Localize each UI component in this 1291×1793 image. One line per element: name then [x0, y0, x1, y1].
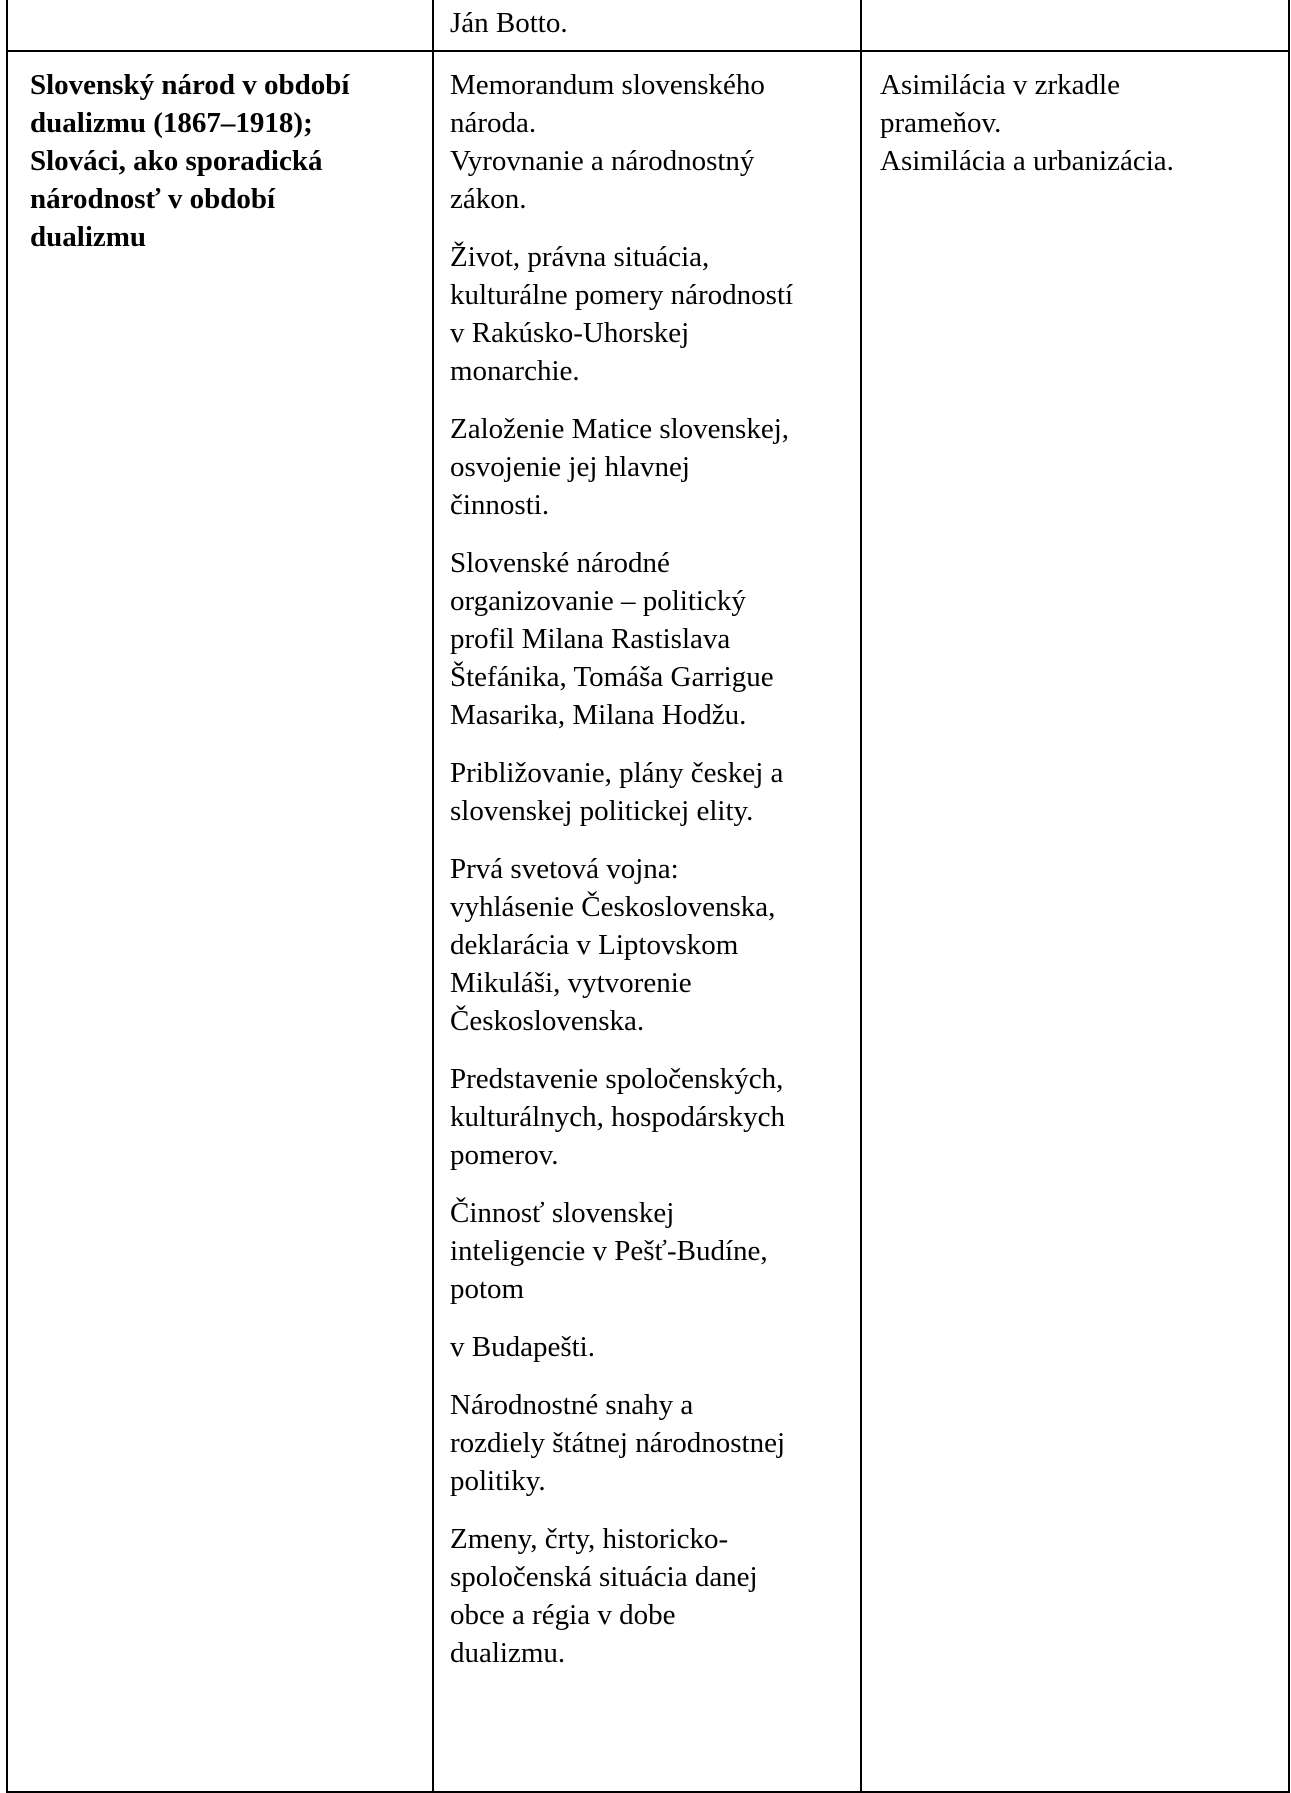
activity-line: Asimilácia a urbanizácia. — [880, 145, 1174, 177]
table-cell-activity — [861, 51, 1289, 1792]
content-line: Činnosť slovenskej — [450, 1197, 675, 1229]
content-line: Prvá svetová vojna: — [450, 853, 679, 885]
table-row — [7, 51, 1289, 1792]
table-cell-topic — [7, 0, 433, 51]
content-line: kulturálnych, hospodárskych — [450, 1101, 786, 1133]
content-paragraph — [450, 1060, 844, 1174]
content-line: politiky. — [450, 1465, 546, 1497]
content-line: potom — [450, 1273, 525, 1305]
content-line: kulturálne pomery národností — [450, 279, 794, 311]
content-line: Zmeny, črty, historicko- — [450, 1523, 729, 1555]
content-line: dualizmu. — [450, 1637, 566, 1669]
content-line: Mikuláši, vytvorenie — [450, 967, 692, 999]
content-line: spoločenská situácia danej — [450, 1561, 758, 1593]
topic-line: národnosť v období — [30, 183, 276, 215]
content-line: pomerov. — [450, 1139, 559, 1171]
cell-text: Ján Botto. — [450, 7, 568, 39]
content-line: v Budapešti. — [450, 1331, 595, 1363]
cell-text — [8, 0, 432, 4]
content-line: Národnostné snahy a — [450, 1389, 694, 1421]
content-text — [434, 52, 860, 1672]
content-paragraph — [450, 1194, 844, 1308]
content-line: Približovanie, plány českej a — [450, 757, 784, 789]
table-cell-activity — [861, 0, 1289, 51]
table-cell-content — [433, 0, 861, 51]
content-paragraph — [450, 410, 844, 524]
content-line: inteligencie v Pešť-Budíne, — [450, 1235, 768, 1267]
content-paragraph — [450, 1520, 844, 1672]
content-paragraph — [450, 850, 844, 1040]
content-line: Vyrovnanie a národnostný — [450, 145, 755, 177]
content-line: Slovenské národné — [450, 547, 670, 579]
content-line: obce a régia v dobe — [450, 1599, 676, 1631]
topic-line: Slovenský národ v období — [30, 69, 350, 101]
content-line: deklarácia v Liptovskom — [450, 929, 739, 961]
content-line: rozdiely štátnej národnostnej — [450, 1427, 786, 1459]
content-line: Memorandum slovenského — [450, 69, 765, 101]
cell-text — [862, 0, 1288, 4]
activity-line: prameňov. — [880, 107, 1002, 139]
table-row — [7, 0, 1289, 51]
content-line: Založenie Matice slovenskej, — [450, 413, 790, 445]
content-paragraph — [450, 238, 844, 390]
content-paragraph — [450, 1328, 844, 1366]
topic-line: Slováci, ako sporadická — [30, 145, 323, 177]
topic-heading — [8, 52, 432, 256]
content-line: Československa. — [450, 1005, 645, 1037]
table-cell-content — [433, 51, 861, 1792]
content-line: Predstavenie spoločenských, — [450, 1063, 784, 1095]
activity-text — [862, 52, 1288, 180]
content-line: vyhlásenie Československa, — [450, 891, 776, 923]
content-line: slovenskej politickej elity. — [450, 795, 754, 827]
content-line: organizovanie – politický — [450, 585, 746, 617]
content-paragraph — [450, 66, 844, 218]
content-line: Život, právna situácia, — [450, 241, 710, 273]
content-paragraph — [450, 754, 844, 830]
content-line: monarchie. — [450, 355, 580, 387]
content-line: profil Milana Rastislava — [450, 623, 731, 655]
curriculum-table — [6, 0, 1290, 1793]
table-cell-topic — [7, 51, 433, 1792]
content-line: zákon. — [450, 183, 527, 215]
content-line: v Rakúsko-Uhorskej — [450, 317, 690, 349]
content-paragraph — [450, 1386, 844, 1500]
content-paragraph — [450, 544, 844, 734]
topic-line: dualizmu — [30, 221, 147, 253]
activity-line: Asimilácia v zrkadle — [880, 69, 1120, 101]
content-line: Masarika, Milana Hodžu. — [450, 699, 747, 731]
content-line: Štefánika, Tomáša Garrigue — [450, 661, 774, 693]
content-line: činnosti. — [450, 489, 550, 521]
content-line: národa. — [450, 107, 537, 139]
topic-line: dualizmu (1867–1918); — [30, 107, 313, 139]
content-line: osvojenie jej hlavnej — [450, 451, 690, 483]
